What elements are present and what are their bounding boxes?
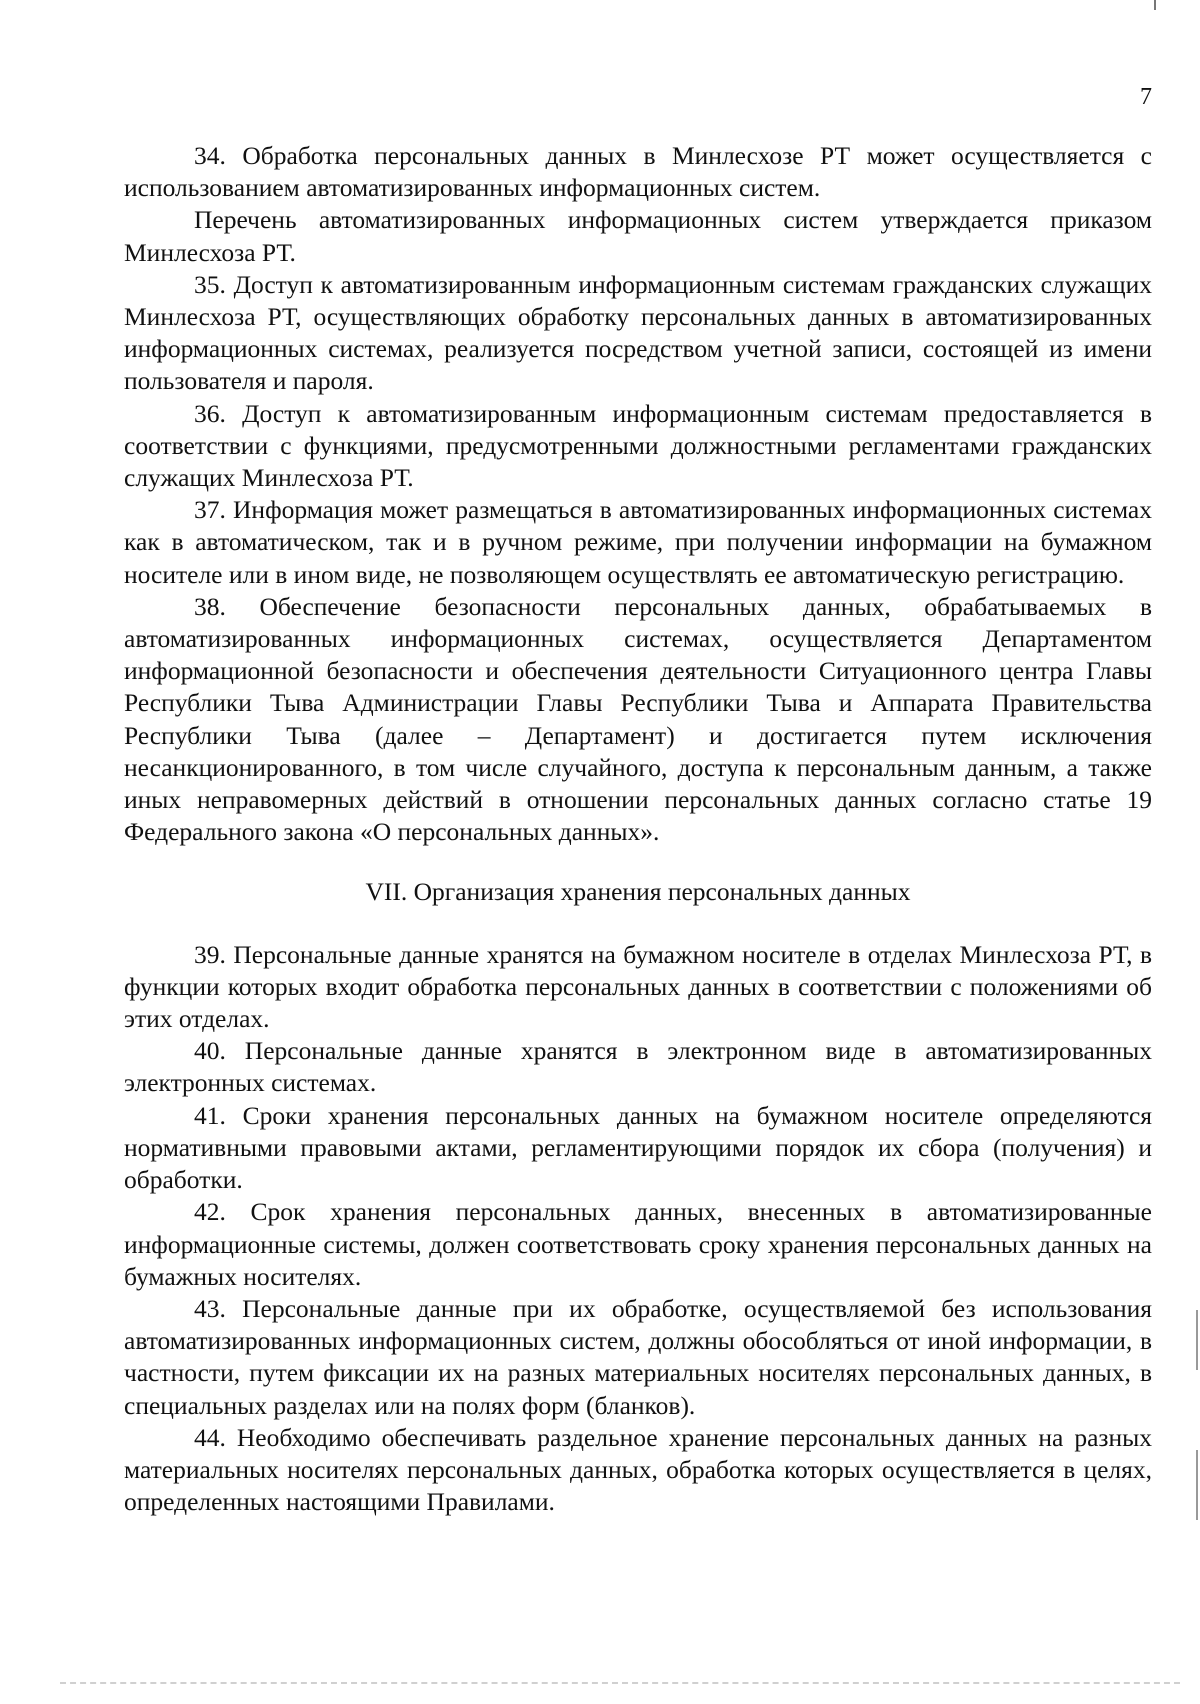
paragraph-41: 41. Сроки хранения персональных данных на бумажном носителе определяются нормативными правовыми актами, регламентирующими порядок их сбора (получения) и обработки. xyxy=(124,1100,1152,1195)
paragraph-37: 37. Информация может размещаться в автоматизированных информационных системах как в автоматическом, так и в ручном режиме, при получении информации на бумажном носителе или в ином виде, не позволяющем осуществлять ее автоматическую регистрацию. xyxy=(124,495,1152,589)
page-number: 7 xyxy=(1140,84,1152,110)
scan-edge-mark xyxy=(1154,0,1156,10)
paragraph-43: 43. Персональные данные при их обработке, осуществляемой без использования автоматизированных информационных систем, должны обособляться от иной информации, в частности, путем фиксации их на разных материальных носителях персональных данных, в специальных разделах или на полях форм (бланков). xyxy=(124,1293,1152,1420)
paragraph-35: 35. Доступ к автоматизированным информационным системам гражданских служащих Минлесхоза РТ, осуществляющих обработку персональных данных в автоматизированных информационных системах, реализуется посредством учетной записи, состоящей из имени пользователя и пароля. xyxy=(124,269,1152,396)
scan-edge-mark xyxy=(1196,1450,1198,1520)
paragraph-39: 39. Персональные данные хранятся на бумажном носителе в отделах Минлесхоза РТ, в функции которых входит обработка персональных данных в соответствии с положениями об этих отделах. xyxy=(124,939,1152,1034)
paragraph-34-list: Перечень автоматизированных информационных систем утверждается приказом Минлесхоза РТ. xyxy=(124,205,1152,267)
paragraph-40: 40. Персональные данные хранятся в электронном виде в автоматизированных электронных системах. xyxy=(124,1036,1152,1098)
paragraph-36: 36. Доступ к автоматизированным информационным системам предоставляется в соответствии с функциями, предусмотренными должностными регламентами гражданских служащих Минлесхоза РТ. xyxy=(124,398,1152,493)
document-body xyxy=(124,140,1152,1518)
scan-edge-mark xyxy=(1196,1310,1198,1370)
paragraph-44: 44. Необходимо обеспечивать раздельное хранение персональных данных на разных материальных носителях персональных данных, обработка которых осуществляется в целях, определенных настоящими Правилами. xyxy=(124,1422,1152,1517)
scan-bottom-edge xyxy=(60,1682,1180,1686)
section-heading: VII. Организация хранения персональных данных xyxy=(365,877,911,907)
paragraph-42: 42. Срок хранения персональных данных, внесенных в автоматизированные информационные системы, должен соответствовать сроку хранения персональных данных на бумажных носителях. xyxy=(124,1197,1152,1291)
paragraph-38: 38. Обеспечение безопасности персональных данных, обрабатываемых в автоматизированных информационных системах, осуществляется Департаментом информационной безопасности и обеспечения деятельности Ситуационного центра Главы Республики Тыва Администрации Главы Республики Тыва и Аппарата Правительства Республики Тыва (далее – Департамент) и достигается путем исключения несанкционированного, в том числе случайного, доступа к персональным данным, а также иных неправомерных действий в отношении персональных данных согласно статье 19 Федерального закона «О персональных данных». xyxy=(124,591,1152,847)
paragraph-34: 34. Обработка персональных данных в Минлесхозе РТ может осуществляется с использованием автоматизированных информационных систем. xyxy=(124,141,1152,203)
